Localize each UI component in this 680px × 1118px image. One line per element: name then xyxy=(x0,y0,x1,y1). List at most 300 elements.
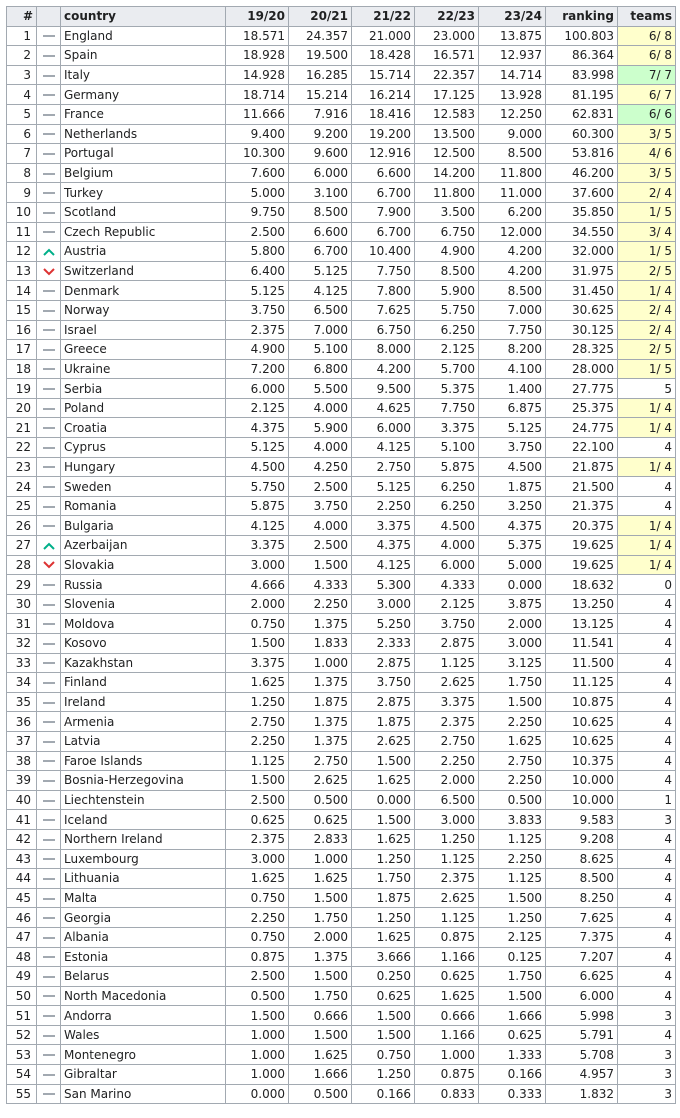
cell-rank: 44 xyxy=(7,869,37,889)
cell-trend xyxy=(37,124,61,144)
cell-2223: 2.625 xyxy=(415,888,479,908)
cell-trend xyxy=(37,242,61,262)
cell-country: Albania xyxy=(61,927,226,947)
cell-1920: 1.625 xyxy=(226,869,289,889)
cell-1920: 0.875 xyxy=(226,947,289,967)
cell-country: Estonia xyxy=(61,947,226,967)
cell-country: Italy xyxy=(61,65,226,85)
cell-1920: 10.300 xyxy=(226,144,289,164)
cell-1920: 5.800 xyxy=(226,242,289,262)
cell-country: Turkey xyxy=(61,183,226,203)
table-row xyxy=(7,692,676,712)
table-row xyxy=(7,85,676,105)
cell-country: England xyxy=(61,26,226,46)
cell-teams: 4 xyxy=(618,869,676,889)
cell-rank: 29 xyxy=(7,575,37,595)
cell-1920: 18.714 xyxy=(226,85,289,105)
cell-2021: 5.100 xyxy=(289,340,352,360)
cell-ranking: 13.125 xyxy=(546,614,618,634)
cell-1920: 0.750 xyxy=(226,614,289,634)
cell-2223: 16.571 xyxy=(415,46,479,66)
cell-ranking: 10.875 xyxy=(546,692,618,712)
cell-rank: 12 xyxy=(7,242,37,262)
cell-2021: 2.625 xyxy=(289,771,352,791)
cell-2122: 1.750 xyxy=(352,869,415,889)
trend-same-icon xyxy=(42,815,56,825)
table-row xyxy=(7,438,676,458)
cell-rank: 55 xyxy=(7,1084,37,1104)
cell-ranking: 10.625 xyxy=(546,731,618,751)
cell-teams: 4 xyxy=(618,614,676,634)
cell-teams: 4 xyxy=(618,888,676,908)
cell-2324: 0.500 xyxy=(479,790,546,810)
cell-teams: 1/ 4 xyxy=(618,418,676,438)
cell-teams: 4 xyxy=(618,986,676,1006)
cell-2324: 3.750 xyxy=(479,438,546,458)
cell-country: North Macedonia xyxy=(61,986,226,1006)
cell-rank: 51 xyxy=(7,1006,37,1026)
cell-rank: 21 xyxy=(7,418,37,438)
cell-teams: 1/ 5 xyxy=(618,242,676,262)
trend-same-icon xyxy=(42,169,56,179)
cell-2223: 14.200 xyxy=(415,163,479,183)
cell-2021: 15.214 xyxy=(289,85,352,105)
cell-ranking: 18.632 xyxy=(546,575,618,595)
cell-2324: 3.250 xyxy=(479,496,546,516)
cell-2122: 4.625 xyxy=(352,398,415,418)
table-row xyxy=(7,751,676,771)
cell-teams: 5 xyxy=(618,379,676,399)
header-row xyxy=(7,7,676,27)
cell-2223: 5.750 xyxy=(415,300,479,320)
table-row xyxy=(7,849,676,869)
cell-teams: 4 xyxy=(618,947,676,967)
cell-country: Switzerland xyxy=(61,261,226,281)
cell-2122: 6.000 xyxy=(352,418,415,438)
trend-same-icon xyxy=(42,580,56,590)
cell-ranking: 53.816 xyxy=(546,144,618,164)
cell-rank: 3 xyxy=(7,65,37,85)
cell-ranking: 60.300 xyxy=(546,124,618,144)
cell-ranking: 30.125 xyxy=(546,320,618,340)
cell-trend xyxy=(37,967,61,987)
header-rank[interactable]: # xyxy=(7,7,37,27)
table-row xyxy=(7,1006,676,1026)
cell-rank: 38 xyxy=(7,751,37,771)
cell-trend xyxy=(37,790,61,810)
cell-country: Kazakhstan xyxy=(61,653,226,673)
cell-country: Bosnia-Herzegovina xyxy=(61,771,226,791)
cell-rank: 39 xyxy=(7,771,37,791)
cell-country: Northern Ireland xyxy=(61,829,226,849)
cell-1920: 14.928 xyxy=(226,65,289,85)
cell-trend xyxy=(37,222,61,242)
cell-2324: 0.125 xyxy=(479,947,546,967)
cell-rank: 10 xyxy=(7,202,37,222)
trend-same-icon xyxy=(42,698,56,708)
cell-rank: 36 xyxy=(7,712,37,732)
cell-2021: 1.375 xyxy=(289,712,352,732)
cell-2223: 0.666 xyxy=(415,1006,479,1026)
cell-2021: 6.800 xyxy=(289,359,352,379)
cell-rank: 52 xyxy=(7,1025,37,1045)
cell-country: Israel xyxy=(61,320,226,340)
cell-rank: 53 xyxy=(7,1045,37,1065)
table-row xyxy=(7,457,676,477)
trend-same-icon xyxy=(42,874,56,884)
cell-ranking: 11.541 xyxy=(546,634,618,654)
cell-2122: 3.000 xyxy=(352,594,415,614)
cell-country: Spain xyxy=(61,46,226,66)
cell-2122: 18.416 xyxy=(352,104,415,124)
table-row xyxy=(7,379,676,399)
cell-2324: 0.000 xyxy=(479,575,546,595)
cell-1920: 4.375 xyxy=(226,418,289,438)
cell-2223: 0.875 xyxy=(415,927,479,947)
country-coefficient-table xyxy=(6,6,676,1104)
cell-country: Faroe Islands xyxy=(61,751,226,771)
cell-teams: 1/ 4 xyxy=(618,516,676,536)
cell-ranking: 21.375 xyxy=(546,496,618,516)
cell-2122: 4.125 xyxy=(352,438,415,458)
table-row xyxy=(7,418,676,438)
cell-2223: 1.125 xyxy=(415,849,479,869)
cell-2021: 1.500 xyxy=(289,555,352,575)
cell-2223: 1.125 xyxy=(415,653,479,673)
cell-ranking: 31.975 xyxy=(546,261,618,281)
cell-ranking: 1.832 xyxy=(546,1084,618,1104)
cell-2324: 1.875 xyxy=(479,477,546,497)
cell-2122: 1.500 xyxy=(352,751,415,771)
cell-teams: 4/ 6 xyxy=(618,144,676,164)
cell-2021: 6.700 xyxy=(289,242,352,262)
cell-2324: 5.375 xyxy=(479,536,546,556)
cell-trend xyxy=(37,692,61,712)
table-row xyxy=(7,183,676,203)
cell-2122: 2.750 xyxy=(352,457,415,477)
trend-same-icon xyxy=(42,639,56,649)
cell-2122: 4.200 xyxy=(352,359,415,379)
cell-ranking: 7.207 xyxy=(546,947,618,967)
cell-teams: 4 xyxy=(618,477,676,497)
cell-2324: 4.200 xyxy=(479,261,546,281)
cell-2324: 0.166 xyxy=(479,1065,546,1085)
header-2122[interactable]: 21/22 xyxy=(352,7,415,27)
cell-2324: 1.750 xyxy=(479,967,546,987)
cell-rank: 30 xyxy=(7,594,37,614)
cell-2021: 5.500 xyxy=(289,379,352,399)
cell-2324: 3.125 xyxy=(479,653,546,673)
cell-rank: 23 xyxy=(7,457,37,477)
cell-2223: 6.500 xyxy=(415,790,479,810)
cell-country: Norway xyxy=(61,300,226,320)
cell-1920: 5.875 xyxy=(226,496,289,516)
cell-2021: 2.500 xyxy=(289,477,352,497)
trend-same-icon xyxy=(42,364,56,374)
cell-ranking: 20.375 xyxy=(546,516,618,536)
cell-1920: 9.750 xyxy=(226,202,289,222)
cell-2324: 1.750 xyxy=(479,673,546,693)
cell-teams: 4 xyxy=(618,438,676,458)
cell-2223: 12.583 xyxy=(415,104,479,124)
cell-teams: 3/ 4 xyxy=(618,222,676,242)
cell-trend xyxy=(37,653,61,673)
cell-2324: 6.875 xyxy=(479,398,546,418)
cell-2122: 4.375 xyxy=(352,536,415,556)
cell-1920: 0.500 xyxy=(226,986,289,1006)
cell-trend xyxy=(37,1045,61,1065)
cell-trend xyxy=(37,575,61,595)
cell-1920: 1.500 xyxy=(226,1006,289,1026)
cell-1920: 2.500 xyxy=(226,967,289,987)
cell-rank: 7 xyxy=(7,144,37,164)
cell-2122: 0.750 xyxy=(352,1045,415,1065)
header-2021[interactable]: 20/21 xyxy=(289,7,352,27)
cell-2324: 2.125 xyxy=(479,927,546,947)
header-2324[interactable]: 23/24 xyxy=(479,7,546,27)
table-row xyxy=(7,340,676,360)
cell-2021: 2.500 xyxy=(289,536,352,556)
trend-same-icon xyxy=(42,1070,56,1080)
header-country[interactable]: country xyxy=(61,7,226,27)
cell-rank: 33 xyxy=(7,653,37,673)
cell-country: Czech Republic xyxy=(61,222,226,242)
cell-2324: 0.333 xyxy=(479,1084,546,1104)
cell-trend xyxy=(37,496,61,516)
cell-2021: 24.357 xyxy=(289,26,352,46)
cell-rank: 41 xyxy=(7,810,37,830)
cell-country: Sweden xyxy=(61,477,226,497)
cell-ranking: 62.831 xyxy=(546,104,618,124)
cell-2021: 0.666 xyxy=(289,1006,352,1026)
cell-ranking: 22.100 xyxy=(546,438,618,458)
cell-2324: 9.000 xyxy=(479,124,546,144)
cell-2021: 1.625 xyxy=(289,1045,352,1065)
cell-2223: 4.900 xyxy=(415,242,479,262)
header-1920[interactable]: 19/20 xyxy=(226,7,289,27)
cell-2324: 4.200 xyxy=(479,242,546,262)
table-row xyxy=(7,829,676,849)
cell-2021: 0.500 xyxy=(289,790,352,810)
cell-ranking: 100.803 xyxy=(546,26,618,46)
cell-2021: 4.000 xyxy=(289,438,352,458)
trend-same-icon xyxy=(42,796,56,806)
cell-teams: 6/ 8 xyxy=(618,46,676,66)
cell-2324: 12.000 xyxy=(479,222,546,242)
cell-2324: 7.750 xyxy=(479,320,546,340)
cell-trend xyxy=(37,555,61,575)
table-row xyxy=(7,300,676,320)
cell-2223: 5.375 xyxy=(415,379,479,399)
trend-same-icon xyxy=(42,619,56,629)
cell-2324: 2.000 xyxy=(479,614,546,634)
cell-2122: 2.625 xyxy=(352,731,415,751)
cell-2223: 1.125 xyxy=(415,908,479,928)
cell-ranking: 6.000 xyxy=(546,986,618,1006)
cell-country: Hungary xyxy=(61,457,226,477)
cell-rank: 19 xyxy=(7,379,37,399)
cell-2223: 4.000 xyxy=(415,536,479,556)
cell-trend xyxy=(37,1065,61,1085)
cell-trend xyxy=(37,810,61,830)
cell-ranking: 10.375 xyxy=(546,751,618,771)
cell-country: Montenegro xyxy=(61,1045,226,1065)
cell-2223: 22.357 xyxy=(415,65,479,85)
table-row xyxy=(7,1065,676,1085)
cell-2021: 1.500 xyxy=(289,888,352,908)
table-row xyxy=(7,496,676,516)
cell-teams: 1/ 4 xyxy=(618,398,676,418)
trend-same-icon xyxy=(42,737,56,747)
cell-2021: 9.600 xyxy=(289,144,352,164)
cell-1920: 4.666 xyxy=(226,575,289,595)
cell-1920: 1.000 xyxy=(226,1045,289,1065)
cell-ranking: 34.550 xyxy=(546,222,618,242)
trend-same-icon xyxy=(42,51,56,61)
table-row xyxy=(7,888,676,908)
cell-country: Ireland xyxy=(61,692,226,712)
cell-2223: 0.875 xyxy=(415,1065,479,1085)
cell-2021: 2.833 xyxy=(289,829,352,849)
trend-down-icon xyxy=(42,560,56,570)
cell-2223: 3.375 xyxy=(415,418,479,438)
cell-2324: 2.250 xyxy=(479,712,546,732)
cell-rank: 17 xyxy=(7,340,37,360)
cell-1920: 1.625 xyxy=(226,673,289,693)
cell-ranking: 19.625 xyxy=(546,555,618,575)
cell-rank: 48 xyxy=(7,947,37,967)
cell-ranking: 9.208 xyxy=(546,829,618,849)
table-row xyxy=(7,359,676,379)
cell-2324: 2.750 xyxy=(479,751,546,771)
cell-rank: 37 xyxy=(7,731,37,751)
cell-1920: 2.500 xyxy=(226,222,289,242)
cell-2223: 0.625 xyxy=(415,967,479,987)
cell-teams: 4 xyxy=(618,712,676,732)
cell-country: Russia xyxy=(61,575,226,595)
cell-country: Slovenia xyxy=(61,594,226,614)
cell-2122: 2.875 xyxy=(352,692,415,712)
cell-1920: 2.500 xyxy=(226,790,289,810)
cell-2223: 1.250 xyxy=(415,829,479,849)
cell-ranking: 81.195 xyxy=(546,85,618,105)
cell-1920: 2.375 xyxy=(226,829,289,849)
header-ranking[interactable]: ranking xyxy=(546,7,618,27)
cell-trend xyxy=(37,731,61,751)
cell-teams: 3/ 5 xyxy=(618,163,676,183)
cell-rank: 5 xyxy=(7,104,37,124)
cell-1920: 7.600 xyxy=(226,163,289,183)
trend-same-icon xyxy=(42,972,56,982)
trend-same-icon xyxy=(42,443,56,453)
cell-rank: 20 xyxy=(7,398,37,418)
cell-trend xyxy=(37,438,61,458)
cell-2223: 12.500 xyxy=(415,144,479,164)
cell-teams: 3 xyxy=(618,1065,676,1085)
cell-rank: 1 xyxy=(7,26,37,46)
cell-2223: 7.750 xyxy=(415,398,479,418)
header-2223[interactable]: 22/23 xyxy=(415,7,479,27)
table-row xyxy=(7,281,676,301)
trend-same-icon xyxy=(42,894,56,904)
trend-same-icon xyxy=(42,286,56,296)
cell-2021: 4.125 xyxy=(289,281,352,301)
cell-2021: 1.750 xyxy=(289,986,352,1006)
cell-trend xyxy=(37,183,61,203)
cell-trend xyxy=(37,751,61,771)
cell-1920: 18.571 xyxy=(226,26,289,46)
cell-2021: 6.500 xyxy=(289,300,352,320)
cell-2122: 1.250 xyxy=(352,849,415,869)
cell-rank: 4 xyxy=(7,85,37,105)
cell-2021: 1.666 xyxy=(289,1065,352,1085)
cell-1920: 0.750 xyxy=(226,927,289,947)
cell-ranking: 6.625 xyxy=(546,967,618,987)
cell-rank: 14 xyxy=(7,281,37,301)
table-row xyxy=(7,26,676,46)
cell-rank: 54 xyxy=(7,1065,37,1085)
cell-teams: 1/ 4 xyxy=(618,555,676,575)
cell-2021: 1.000 xyxy=(289,849,352,869)
table-row xyxy=(7,986,676,1006)
cell-country: Portugal xyxy=(61,144,226,164)
cell-trend xyxy=(37,849,61,869)
table-row xyxy=(7,790,676,810)
cell-trend xyxy=(37,927,61,947)
cell-trend xyxy=(37,869,61,889)
cell-2223: 11.800 xyxy=(415,183,479,203)
cell-2021: 2.250 xyxy=(289,594,352,614)
cell-country: Croatia xyxy=(61,418,226,438)
cell-ranking: 28.000 xyxy=(546,359,618,379)
cell-2021: 1.500 xyxy=(289,1025,352,1045)
cell-1920: 2.000 xyxy=(226,594,289,614)
cell-rank: 25 xyxy=(7,496,37,516)
cell-teams: 0 xyxy=(618,575,676,595)
cell-2122: 1.875 xyxy=(352,888,415,908)
trend-up-icon xyxy=(42,247,56,257)
trend-same-icon xyxy=(42,384,56,394)
cell-2122: 0.166 xyxy=(352,1084,415,1104)
trend-same-icon xyxy=(42,952,56,962)
table-row xyxy=(7,771,676,791)
table-row xyxy=(7,46,676,66)
header-teams[interactable]: teams xyxy=(618,7,676,27)
cell-2021: 3.750 xyxy=(289,496,352,516)
cell-2021: 6.000 xyxy=(289,163,352,183)
cell-2122: 7.900 xyxy=(352,202,415,222)
cell-2122: 10.400 xyxy=(352,242,415,262)
cell-teams: 3/ 5 xyxy=(618,124,676,144)
cell-teams: 4 xyxy=(618,1025,676,1045)
cell-2223: 1.166 xyxy=(415,1025,479,1045)
trend-same-icon xyxy=(42,717,56,727)
cell-2223: 2.250 xyxy=(415,751,479,771)
cell-country: Iceland xyxy=(61,810,226,830)
cell-ranking: 5.708 xyxy=(546,1045,618,1065)
cell-1920: 5.000 xyxy=(226,183,289,203)
cell-teams: 6/ 6 xyxy=(618,104,676,124)
cell-2223: 6.250 xyxy=(415,496,479,516)
cell-2021: 7.000 xyxy=(289,320,352,340)
cell-2223: 3.500 xyxy=(415,202,479,222)
cell-trend xyxy=(37,1025,61,1045)
cell-2223: 1.000 xyxy=(415,1045,479,1065)
cell-country: Belgium xyxy=(61,163,226,183)
cell-1920: 1.125 xyxy=(226,751,289,771)
cell-country: Luxembourg xyxy=(61,849,226,869)
cell-2122: 1.625 xyxy=(352,927,415,947)
